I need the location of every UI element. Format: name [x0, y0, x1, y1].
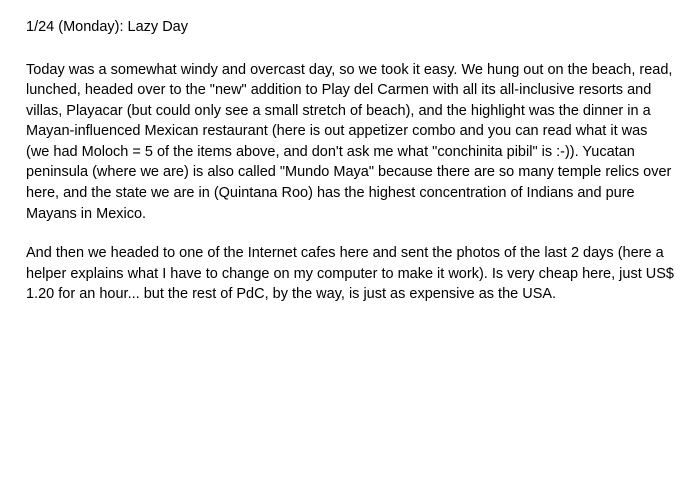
paragraph-2: And then we headed to one of the Internet cafes here and sent the photos of the last 2 days (here a helper explains what I have to change on my computer to make it work). Is very cheap here, just US$ 1.20 for an hour... but the rest of PdC, by the way, is just as expensive as the USA.	[26, 245, 674, 303]
page-title: 1/24 (Monday): Lazy Day	[26, 19, 188, 35]
paragraph-1: Today was a somewhat windy and overcast day, so we took it easy. We hung out on the beach, read, lunched, headed over to the "new" addition to Play del Carmen with all its all-inclusive resorts and villas, Playacar (but could only see a small stretch of beach), and the highlight was the dinner in a Mayan-influenced Mexican restaurant (here is out appetizer combo and you can read what it was (we had Moloch = 5 of the items above, and don't ask me what "conchinita pibil" is :-)). Yucatan peninsula (where we are) is also called "Mundo Maya" because there are so many temple relics over here, and the state we are in (Quintana Roo) has the highest concentration of Indians and pure Mayans in Mexico.	[26, 61, 673, 222]
